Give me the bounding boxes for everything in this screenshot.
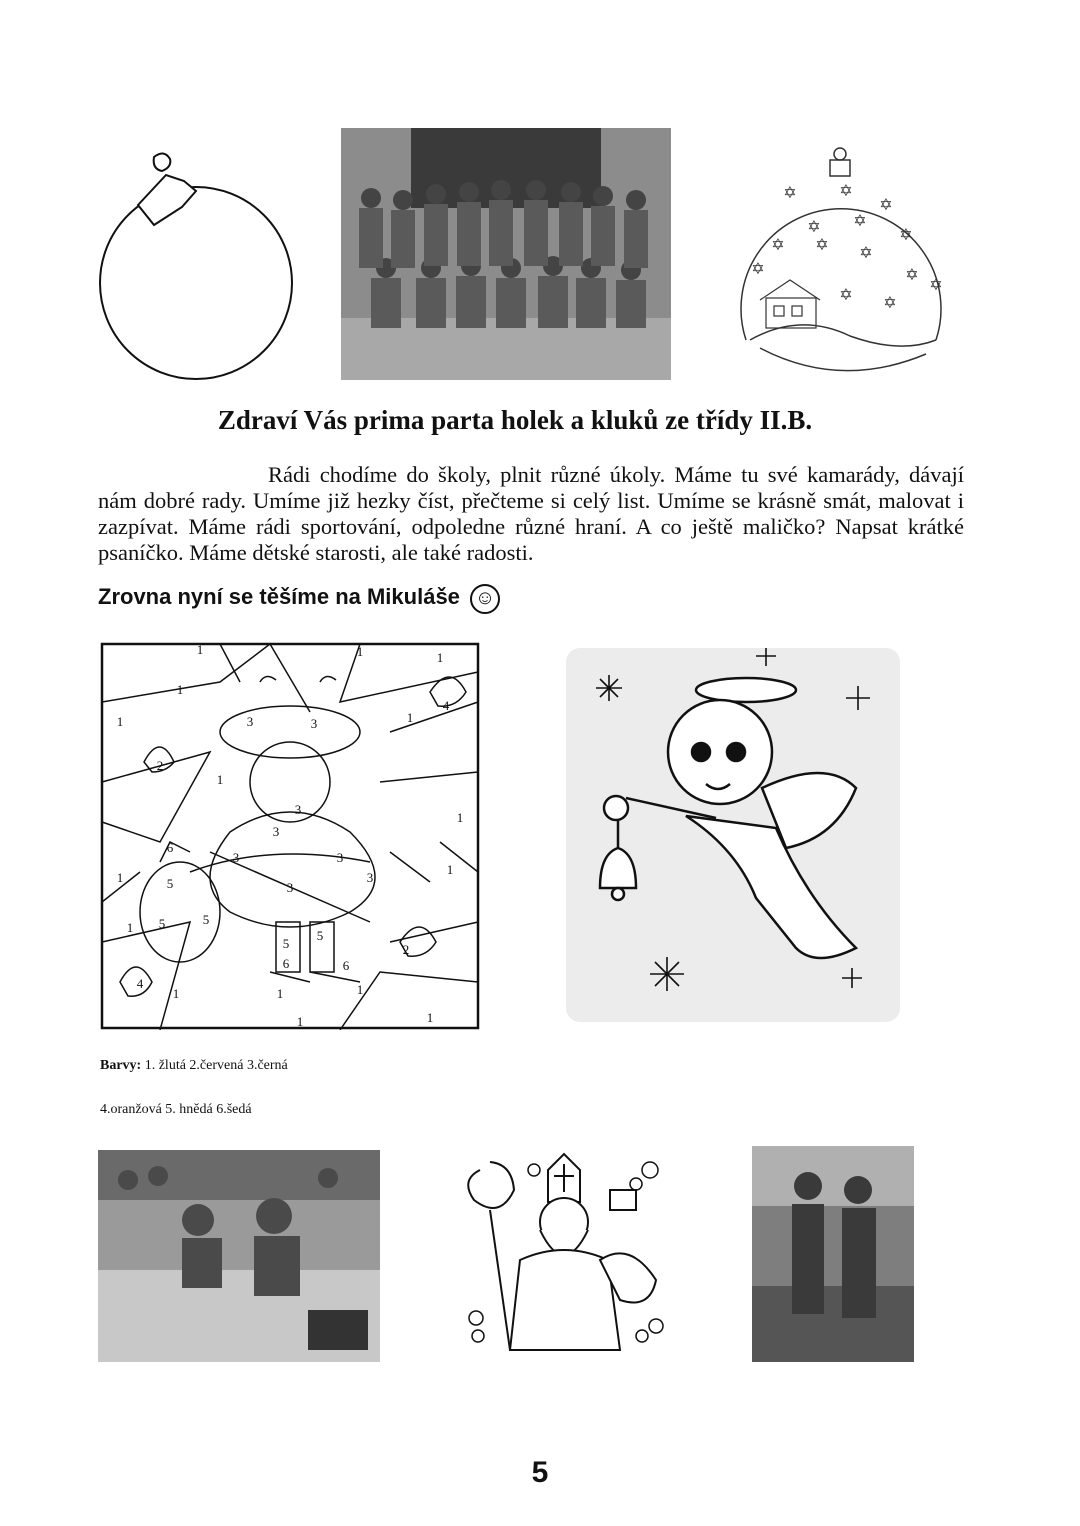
svg-text:✡: ✡ [839,183,853,200]
coloring-number: 6 [342,958,350,973]
coloring-number: 4 [442,698,450,713]
coloring-number: 1 [216,772,224,787]
page-number: 5 [531,1456,549,1489]
svg-text:✡: ✡ [899,227,913,244]
svg-text:✡: ✡ [839,287,853,304]
bishop-icon [468,1154,656,1350]
svg-text:✡: ✡ [879,197,893,214]
coloring-number: 3 [336,850,344,865]
class-photo [341,128,671,380]
coloring-number: 1 [172,986,180,1001]
coloring-number: 3 [272,824,280,839]
color-by-number-drawing [100,642,482,1030]
svg-text:✡: ✡ [859,245,873,262]
coloring-number: 1 [176,682,184,697]
coloring-number: 6 [166,840,174,855]
coloring-number: 3 [232,850,240,865]
coloring-number: 1 [356,644,364,659]
coloring-number: 1 [436,650,444,665]
coloring-number: 1 [196,642,204,657]
colors-legend-line2: 4.oranžová 5. hnědá 6.šedá [100,1102,252,1117]
intro-paragraph: Rádi chodíme do školy, plnit různé úkoly. Máme tu své kamarády, dávají nám dobré rady. Umíme již hezky číst, přečteme si celý list. Umíme se krásně smát, malovat i zazpívat. Máme rádi sportování, odpoledne různé hraní. A co ještě maličko? Napsat krátké psaníčko. Máme dětské starosti, ale také radosti. [98,462,964,565]
coloring-number: 1 [446,862,454,877]
coloring-number: 2 [402,942,410,957]
ornament-starry-drawing [730,140,952,388]
classroom-photo [98,1150,380,1362]
coloring-number: 1 [456,810,464,825]
coloring-number: 1 [126,920,134,935]
smiley-icon: ☺ [470,584,500,614]
coloring-number: 5 [158,916,166,931]
coloring-number: 5 [166,876,174,891]
svg-text:✡: ✡ [853,213,867,230]
coloring-number: 6 [282,956,290,971]
coloring-number: 1 [276,986,284,1001]
coloring-number: 5 [202,912,210,927]
page-title: Zdraví Vás prima parta holek a kluků ze třídy II.B. [217,405,813,435]
coloring-number: 3 [286,880,294,895]
svg-text:✡: ✡ [929,277,943,294]
angel-drawing [566,648,900,1022]
coloring-number: 5 [282,936,290,951]
saint-nicholas-drawing [460,1150,674,1362]
coloring-number: 2 [156,758,164,773]
coloring-number: 1 [296,1014,304,1029]
colors-list-1: 1. žlutá 2.červená 3.černá [144,1058,288,1073]
coloring-number: 3 [246,714,254,729]
coloring-number: 3 [310,716,318,731]
coloring-number: 4 [136,976,144,991]
svg-text:✡: ✡ [883,295,897,312]
coloring-number: 3 [366,870,374,885]
coloring-number: 1 [426,1010,434,1025]
svg-text:✡: ✡ [783,185,797,202]
star-icon [751,183,942,312]
coloring-number: 1 [116,714,124,729]
colors-legend-line1 [100,1058,288,1074]
colors-label: Barvy: [100,1058,142,1073]
svg-text:✡: ✡ [771,237,785,254]
svg-text:✡: ✡ [815,237,829,254]
svg-text:✡: ✡ [807,219,821,236]
coloring-number: 3 [294,802,302,817]
coloring-number: 5 [316,928,324,943]
coloring-number: 1 [356,982,364,997]
svg-text:✡: ✡ [751,261,765,278]
coloring-number: 1 [116,870,124,885]
girls-photo [752,1146,914,1362]
coloring-number: 1 [406,710,414,725]
subheading-text: Zrovna nyní se těšíme na Mikuláše [98,584,460,609]
ornament-plain-drawing [98,145,298,385]
mikulas-subheading [98,584,500,614]
svg-text:✡: ✡ [905,267,919,284]
